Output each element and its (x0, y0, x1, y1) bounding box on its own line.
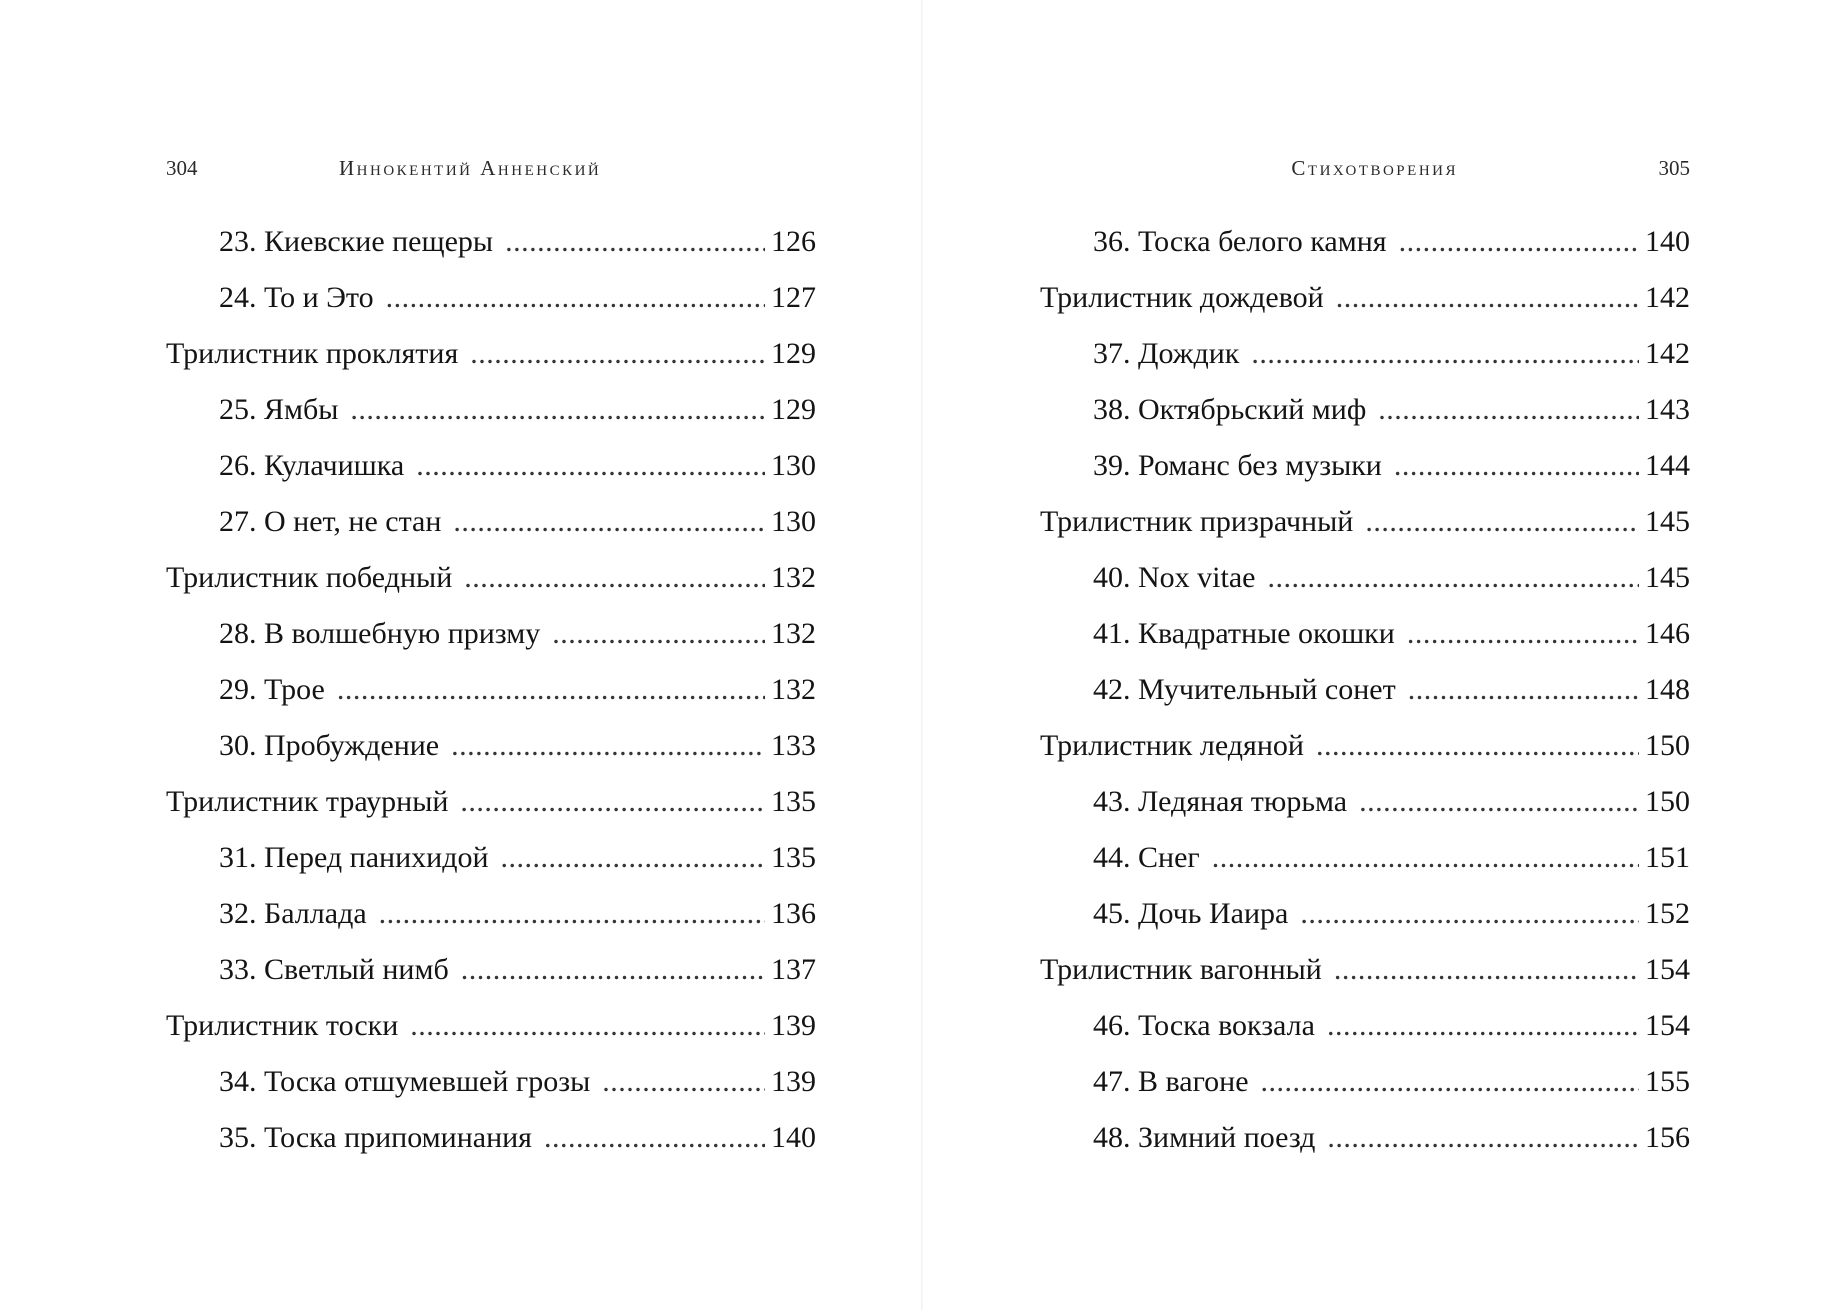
dot-leader (1365, 494, 1639, 550)
toc-entry (1040, 214, 1690, 270)
page-gutter (921, 0, 923, 1310)
dot-leader (464, 550, 765, 606)
toc-entry-page: 154 (1645, 1009, 1690, 1042)
toc-section-entry (166, 550, 816, 606)
toc-entry (1040, 886, 1690, 942)
dot-leader (1261, 1054, 1639, 1110)
dot-leader (1407, 606, 1639, 662)
dot-leader (386, 270, 765, 326)
toc-entry-title: 30. Пробуждение (219, 729, 440, 762)
toc-entry-title: 23. Киевские пещеры (219, 225, 494, 258)
toc-entry-page: 143 (1645, 393, 1690, 426)
toc-entry-page: 155 (1645, 1065, 1690, 1098)
toc-entry-title: Трилистник траурный (166, 785, 449, 818)
dot-leader (1394, 438, 1639, 494)
dot-leader (501, 830, 765, 886)
toc-section-entry (1040, 942, 1690, 998)
toc-entry (166, 886, 816, 942)
dot-leader (461, 942, 765, 998)
table-of-contents-left (166, 214, 816, 1166)
toc-entry-title: Трилистник дождевой (1040, 281, 1324, 314)
toc-entry-title: 40. Nox vitae (1093, 561, 1256, 594)
toc-entry-title: 35. Тоска припоминания (219, 1121, 532, 1154)
toc-entry-title: 48. Зимний поезд (1093, 1121, 1316, 1154)
toc-entry (1040, 326, 1690, 382)
toc-entry-page: 135 (771, 785, 816, 818)
dot-leader (451, 718, 765, 774)
toc-entry (166, 1054, 816, 1110)
toc-entry-page: 154 (1645, 953, 1690, 986)
toc-entry-page: 132 (771, 673, 816, 706)
toc-entry-page: 132 (771, 617, 816, 650)
toc-entry-title: Трилистник тоски (166, 1009, 399, 1042)
toc-entry-page: 140 (771, 1121, 816, 1154)
toc-entry-page: 146 (1645, 617, 1690, 650)
toc-entry-title: 44. Снег (1093, 841, 1200, 874)
toc-entry-page: 142 (1645, 281, 1690, 314)
toc-entry (166, 494, 816, 550)
dot-leader (1300, 886, 1639, 942)
toc-entry (166, 942, 816, 998)
toc-section-entry (1040, 494, 1690, 550)
dot-leader (379, 886, 765, 942)
toc-entry (166, 1110, 816, 1166)
toc-entry-title: 36. Тоска белого камня (1093, 225, 1387, 258)
toc-entry-page: 139 (771, 1065, 816, 1098)
toc-section-entry (1040, 270, 1690, 326)
toc-entry (1040, 998, 1690, 1054)
dot-leader (1408, 662, 1639, 718)
toc-entry (166, 606, 816, 662)
toc-entry-title: 25. Ямбы (219, 393, 339, 426)
page-number: 305 (1658, 156, 1690, 180)
toc-entry-title: 34. Тоска отшумевшей грозы (219, 1065, 591, 1098)
toc-entry-title: 32. Баллада (219, 897, 367, 930)
dot-leader (470, 326, 765, 382)
toc-section-entry (166, 326, 816, 382)
toc-entry-title: 47. В вагоне (1093, 1065, 1249, 1098)
table-of-contents-right (1040, 214, 1690, 1166)
toc-entry-page: 135 (771, 841, 816, 874)
toc-entry (1040, 774, 1690, 830)
toc-entry-title: 27. О нет, не стан (219, 505, 442, 538)
toc-entry (166, 270, 816, 326)
toc-entry (1040, 550, 1690, 606)
running-head: Иннокентий Анненский (339, 156, 602, 180)
toc-entry-page: 132 (771, 561, 816, 594)
toc-section-entry (166, 774, 816, 830)
toc-entry-title: 28. В волшебную призму (219, 617, 541, 650)
toc-entry-page: 126 (771, 225, 816, 258)
toc-entry-title: 24. То и Это (219, 281, 374, 314)
toc-entry-page: 136 (771, 897, 816, 930)
dot-leader (1378, 382, 1639, 438)
dot-leader (1327, 998, 1639, 1054)
toc-entry (1040, 662, 1690, 718)
toc-entry-page: 156 (1645, 1121, 1690, 1154)
toc-entry (1040, 1110, 1690, 1166)
toc-entry-title: 38. Октябрьский миф (1093, 393, 1367, 426)
toc-entry (1040, 382, 1690, 438)
toc-entry-page: 152 (1645, 897, 1690, 930)
toc-entry (1040, 830, 1690, 886)
dot-leader (460, 774, 765, 830)
toc-entry-title: Трилистник призрачный (1040, 505, 1354, 538)
toc-entry-title: 39. Романс без музыки (1093, 449, 1382, 482)
running-head: Стихотворения (1291, 156, 1458, 180)
toc-entry-title: Трилистник вагонный (1040, 953, 1322, 986)
toc-entry-title: Трилистник победный (166, 561, 453, 594)
toc-entry-page: 144 (1645, 449, 1690, 482)
toc-entry-page: 145 (1645, 561, 1690, 594)
toc-entry-page: 148 (1645, 673, 1690, 706)
toc-entry (166, 830, 816, 886)
toc-entry (166, 382, 816, 438)
toc-entry-title: Трилистник ледяной (1040, 729, 1304, 762)
toc-entry-page: 140 (1645, 225, 1690, 258)
dot-leader (1399, 214, 1639, 270)
toc-entry-page: 133 (771, 729, 816, 762)
toc-entry-title: 42. Мучительный сонет (1093, 673, 1396, 706)
dot-leader (337, 662, 765, 718)
toc-entry-page: 145 (1645, 505, 1690, 538)
toc-entry-page: 151 (1645, 841, 1690, 874)
toc-entry-title: 46. Тоска вокзала (1093, 1009, 1315, 1042)
toc-section-entry (166, 998, 816, 1054)
toc-entry-title: 45. Дочь Иаира (1093, 897, 1289, 930)
dot-leader (1359, 774, 1639, 830)
dot-leader (552, 606, 765, 662)
toc-entry-page: 129 (771, 337, 816, 370)
toc-entry (166, 438, 816, 494)
toc-entry (166, 662, 816, 718)
toc-entry-page: 130 (771, 449, 816, 482)
toc-entry (166, 214, 816, 270)
toc-entry-title: 37. Дождик (1093, 337, 1240, 370)
toc-entry-title: 29. Трое (219, 673, 325, 706)
toc-entry (1040, 1054, 1690, 1110)
dot-leader (1316, 718, 1639, 774)
dot-leader (602, 1054, 765, 1110)
toc-entry-page: 137 (771, 953, 816, 986)
toc-entry-page: 130 (771, 505, 816, 538)
toc-section-entry (1040, 718, 1690, 774)
toc-entry-page: 127 (771, 281, 816, 314)
toc-entry-title: Трилистник проклятия (166, 337, 459, 370)
toc-entry (166, 718, 816, 774)
dot-leader (505, 214, 765, 270)
page-number: 304 (166, 156, 198, 180)
toc-entry (1040, 438, 1690, 494)
toc-entry-page: 129 (771, 393, 816, 426)
dot-leader (1267, 550, 1639, 606)
dot-leader (1327, 1110, 1639, 1166)
dot-leader (410, 998, 765, 1054)
toc-entry-title: 41. Квадратные окошки (1093, 617, 1395, 650)
toc-entry-title: 33. Светлый нимб (219, 953, 449, 986)
toc-entry-page: 139 (771, 1009, 816, 1042)
toc-entry (1040, 606, 1690, 662)
toc-entry-title: 43. Ледяная тюрьма (1093, 785, 1348, 818)
dot-leader (1336, 270, 1639, 326)
toc-entry-page: 142 (1645, 337, 1690, 370)
toc-entry-title: 31. Перед панихидой (219, 841, 489, 874)
dot-leader (1251, 326, 1639, 382)
dot-leader (1334, 942, 1639, 998)
dot-leader (453, 494, 765, 550)
dot-leader (416, 438, 765, 494)
dot-leader (350, 382, 765, 438)
toc-entry-page: 150 (1645, 729, 1690, 762)
toc-entry-page: 150 (1645, 785, 1690, 818)
toc-entry-title: 26. Кулачишка (219, 449, 405, 482)
dot-leader (544, 1110, 765, 1166)
dot-leader (1212, 830, 1639, 886)
